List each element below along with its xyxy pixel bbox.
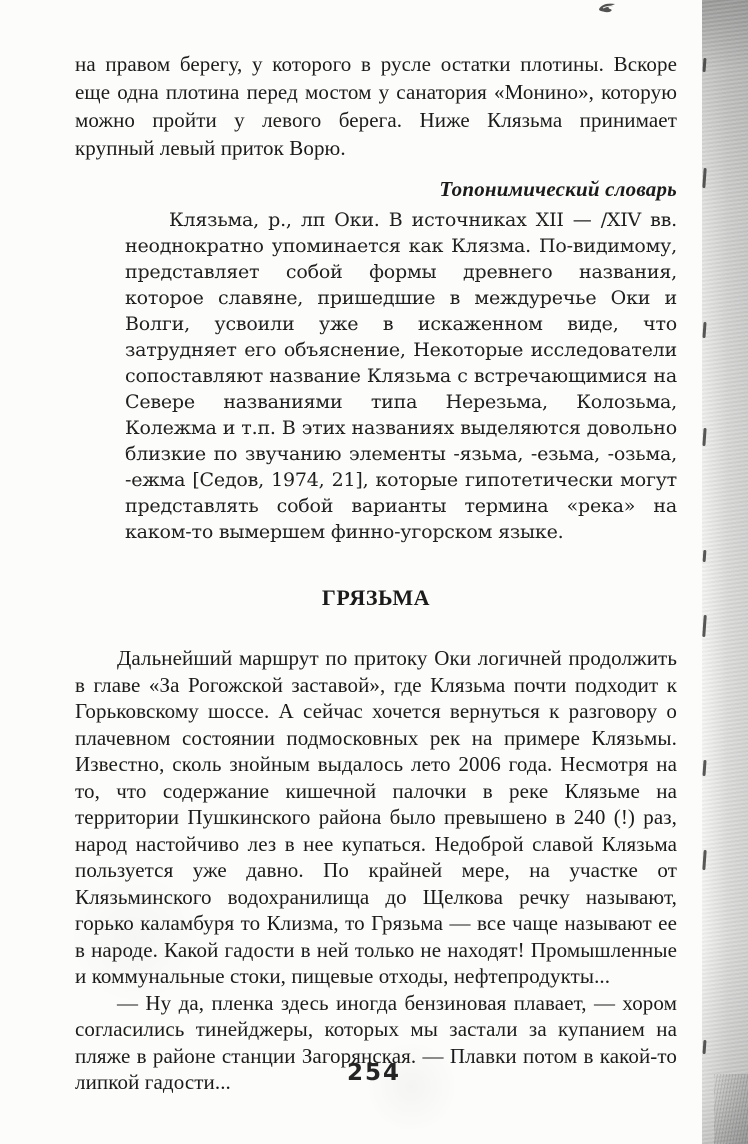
spine-dash [702,168,706,188]
spine-dash [702,615,707,637]
spine-dash [702,428,706,446]
section-paragraph: — Ну да, пленка здесь иногда бензиновая плавает, — хором согласились тинейджеры, которых мы застали за купанием на пляже в районе станции Загорянская. — Плавки потом в какой-то липкой гадости... [75,990,677,1094]
section-body [75,645,677,1096]
spine-dash [702,322,706,338]
toponymic-dictionary-heading: Топонимический словарь [439,177,677,201]
spine-dash [703,58,707,72]
section-paragraph: Дальнейший маршрут по притоку Оки логичней продолжить в главе «За Рогожской заставой», где Клязьма почти подходит к Горьковскому шоссе. А сейчас хочется вернуться к разговору о плачевном состоянии подмосковных рек на примере Клязьмы. Известно, сколь знойным выдалось лето 2006 года. Несмотря на то, что содержание кишечной палочки в реке Клязьме на территории Пушкинского района было превышено в 240 (!) раз, народ настойчиво лез в нее купаться. Недоброй славой Клязьма пользуется уже давно. По крайней мере, на участке от Клязьминского водохранилища до Щелкова речку называют, горько каламбуря то Клизма, то Грязьма — все чаще называют ее в народе. Какой гадости в ней только не находят! Промышленные и коммунальные стоки, пищевые отходы, нефтепродукты... [75,646,677,988]
dictionary-entry-text: Клязьма, р., лп Оки. В источниках XII — /XIV вв. неоднократно упоминается как Клязма. По-видимому, представляет собой формы древнего названия, которое славяне, пришедшие в междуречье Оки и Волги, усвоили уже в искаженном виде, что затрудняет его объяснение, Некоторые исследователи сопоставляют название Клязьма с встречающимися на Севере названиями типа Нерезьма, Колозьма, Колежма и т.п. В этих названиях выделяются довольно близкие по звучанию элементы -язьма, -езьма, -озьма, -ежма [Седов, 1974, 21], которые гипотетически могут представлять собой варианты термина «река» на каком-то вымершем финно-угорском языке. [125,209,677,543]
text-column [75,50,677,1096]
spine-dash [702,850,706,870]
continuation-paragraph: на правом берегу, у которого в русле остатки плотины. Вскоре еще одна плотина перед мостом у санатория «Монино», которую можно пройти у левого берега. Ниже Клязьма принимает крупный левый приток Ворю. [75,52,677,160]
scan-smudge-mark [597,2,619,15]
spine-dash [702,760,706,776]
section-heading-gryazma: ГРЯЗЬМА [321,585,431,610]
spine-dash [703,550,707,562]
page-number: 254 [346,1060,401,1086]
page-edge-scan-shadow [702,0,748,1144]
spine-dash [703,1040,707,1054]
